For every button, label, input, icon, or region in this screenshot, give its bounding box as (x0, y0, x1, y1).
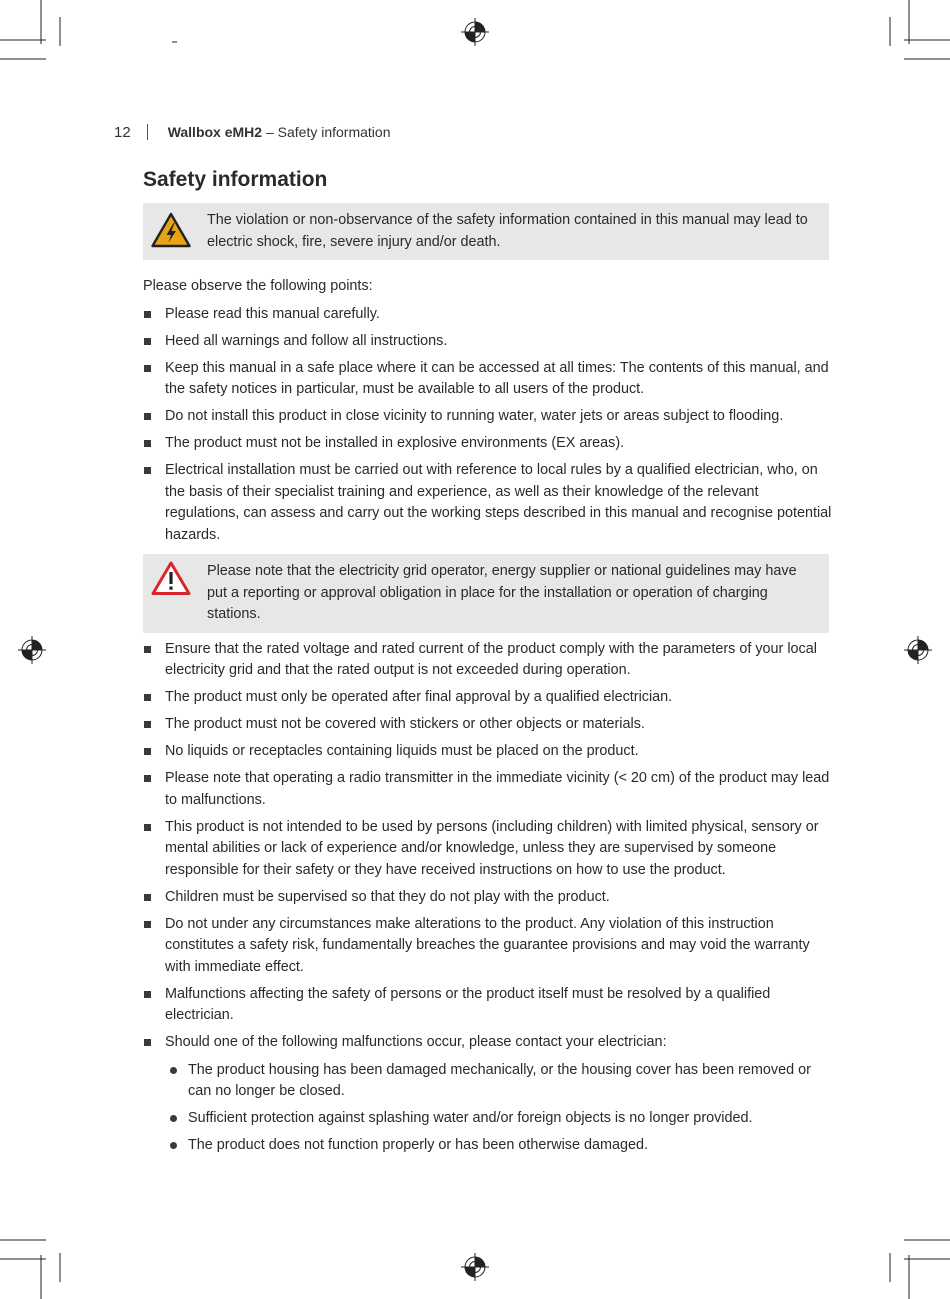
round-bullet (170, 1142, 177, 1149)
list-item: Please note that operating a radio transmitter in the immediate vicinity (< 20 cm) of the product may lead to malfunctions. (143, 768, 833, 811)
square-bullet (144, 694, 151, 701)
square-bullet (144, 646, 151, 653)
list-item: No liquids or receptacles containing liquids must be placed on the product. (143, 741, 833, 763)
list-item: Do not under any circumstances make alterations to the product. Any violation of this instruction constitutes a safety risk, fundamentally breaches the guarantee provisions and may void the warranty with immediate effect. (143, 914, 833, 979)
list-item: Children must be supervised so that they do not play with the product. (143, 887, 833, 909)
round-bullet (170, 1115, 177, 1122)
round-bullet (170, 1067, 177, 1074)
page-body (143, 165, 833, 1162)
list-item: Heed all warnings and follow all instructions. (143, 331, 833, 353)
malfunctions-list (165, 1060, 833, 1157)
header-section-name: – Safety information (265, 124, 391, 140)
square-bullet (144, 824, 151, 831)
electric-hazard-icon (151, 212, 191, 248)
list-item: Do not install this product in close vicinity to running water, water jets or areas subject to flooding. (143, 406, 833, 428)
square-bullet (144, 467, 151, 474)
sub-list-item: Sufficient protection against splashing water and/or foreign objects is no longer provided. (165, 1108, 833, 1130)
list-item: Keep this manual in a safe place where it can be accessed at all times: The contents of this manual, and the safety notices in particular, must be available to all users of the product. (143, 358, 833, 401)
danger-notice-text: The violation or non-observance of the safety information contained in this manual may lead to electric shock, fire, severe injury and/or death. (207, 212, 808, 250)
square-bullet (144, 440, 151, 447)
registration-mark-bottom (461, 1253, 489, 1281)
running-header (114, 124, 390, 141)
list-item: Please read this manual carefully. (143, 304, 833, 326)
square-bullet (144, 338, 151, 345)
square-bullet (144, 921, 151, 928)
list-item: Should one of the following malfunctions occur, please contact your electrician: The product housing has been damaged mechanically, or the housing cover has been removed or can no longer be closed. Sufficient protection against splashing water and/or foreign objects is no longer provided. The product does not function properly or has been otherwise damaged. (143, 1032, 833, 1157)
list-item: The product must not be covered with stickers or other objects or materials. (143, 714, 833, 736)
lead-text: Please observe the following points: (143, 278, 373, 294)
list-item: The product must only be operated after final approval by a qualified electrician. (143, 687, 833, 709)
list-item: This product is not intended to be used by persons (including children) with limited physical, sensory or mental abilities or lack of experience and/or knowledge, unless they are supervised by someone responsible for their safety or they have received instructions on how to use the product. (143, 817, 833, 882)
square-bullet (144, 721, 151, 728)
registration-mark-left (18, 636, 46, 664)
page-title: Safety information (143, 168, 328, 191)
square-bullet (144, 1039, 151, 1046)
sub-list-item: The product does not function properly or has been otherwise damaged. (165, 1135, 833, 1157)
danger-notice (143, 203, 829, 260)
list-item: Malfunctions affecting the safety of persons or the product itself must be resolved by a qualified electrician. (143, 984, 833, 1027)
square-bullet (144, 311, 151, 318)
safety-points-list (143, 304, 833, 1157)
registration-mark-right (904, 636, 932, 664)
header-separator (147, 124, 148, 140)
sub-list-item: The product housing has been damaged mechanically, or the housing cover has been removed or can no longer be closed. (165, 1060, 833, 1103)
caution-notice-text: Please note that the electricity grid operator, energy supplier or national guidelines may have put a reporting or approval obligation in place for the installation or operation of charging stations. (207, 563, 797, 622)
square-bullet (144, 775, 151, 782)
list-item: The product must not be installed in explosive environments (EX areas). (143, 433, 833, 455)
square-bullet (144, 365, 151, 372)
square-bullet (144, 413, 151, 420)
list-item: Electrical installation must be carried out with reference to local rules by a qualified electrician, who, on the basis of their specialist training and experience, as well as their knowledge of the relevant regulations, can assess and carry out the working steps described in this manual and recognise potential hazards. Please note that the electricity grid operator, energy supplier or national guidelines may have put a reporting or approval obligation in place for the installation or operation of charging stations. (143, 460, 833, 633)
caution-notice (143, 554, 829, 633)
registration-mark-top (461, 18, 489, 46)
square-bullet (144, 991, 151, 998)
list-item: Ensure that the rated voltage and rated current of the product comply with the parameters of your local electricity grid and that the rated output is not exceeded during operation. (143, 639, 833, 682)
page-number: 12 (114, 124, 131, 141)
warning-exclamation-icon (151, 560, 191, 596)
square-bullet (144, 748, 151, 755)
header-product-name: Wallbox eMH2 (167, 124, 263, 140)
square-bullet (144, 894, 151, 901)
